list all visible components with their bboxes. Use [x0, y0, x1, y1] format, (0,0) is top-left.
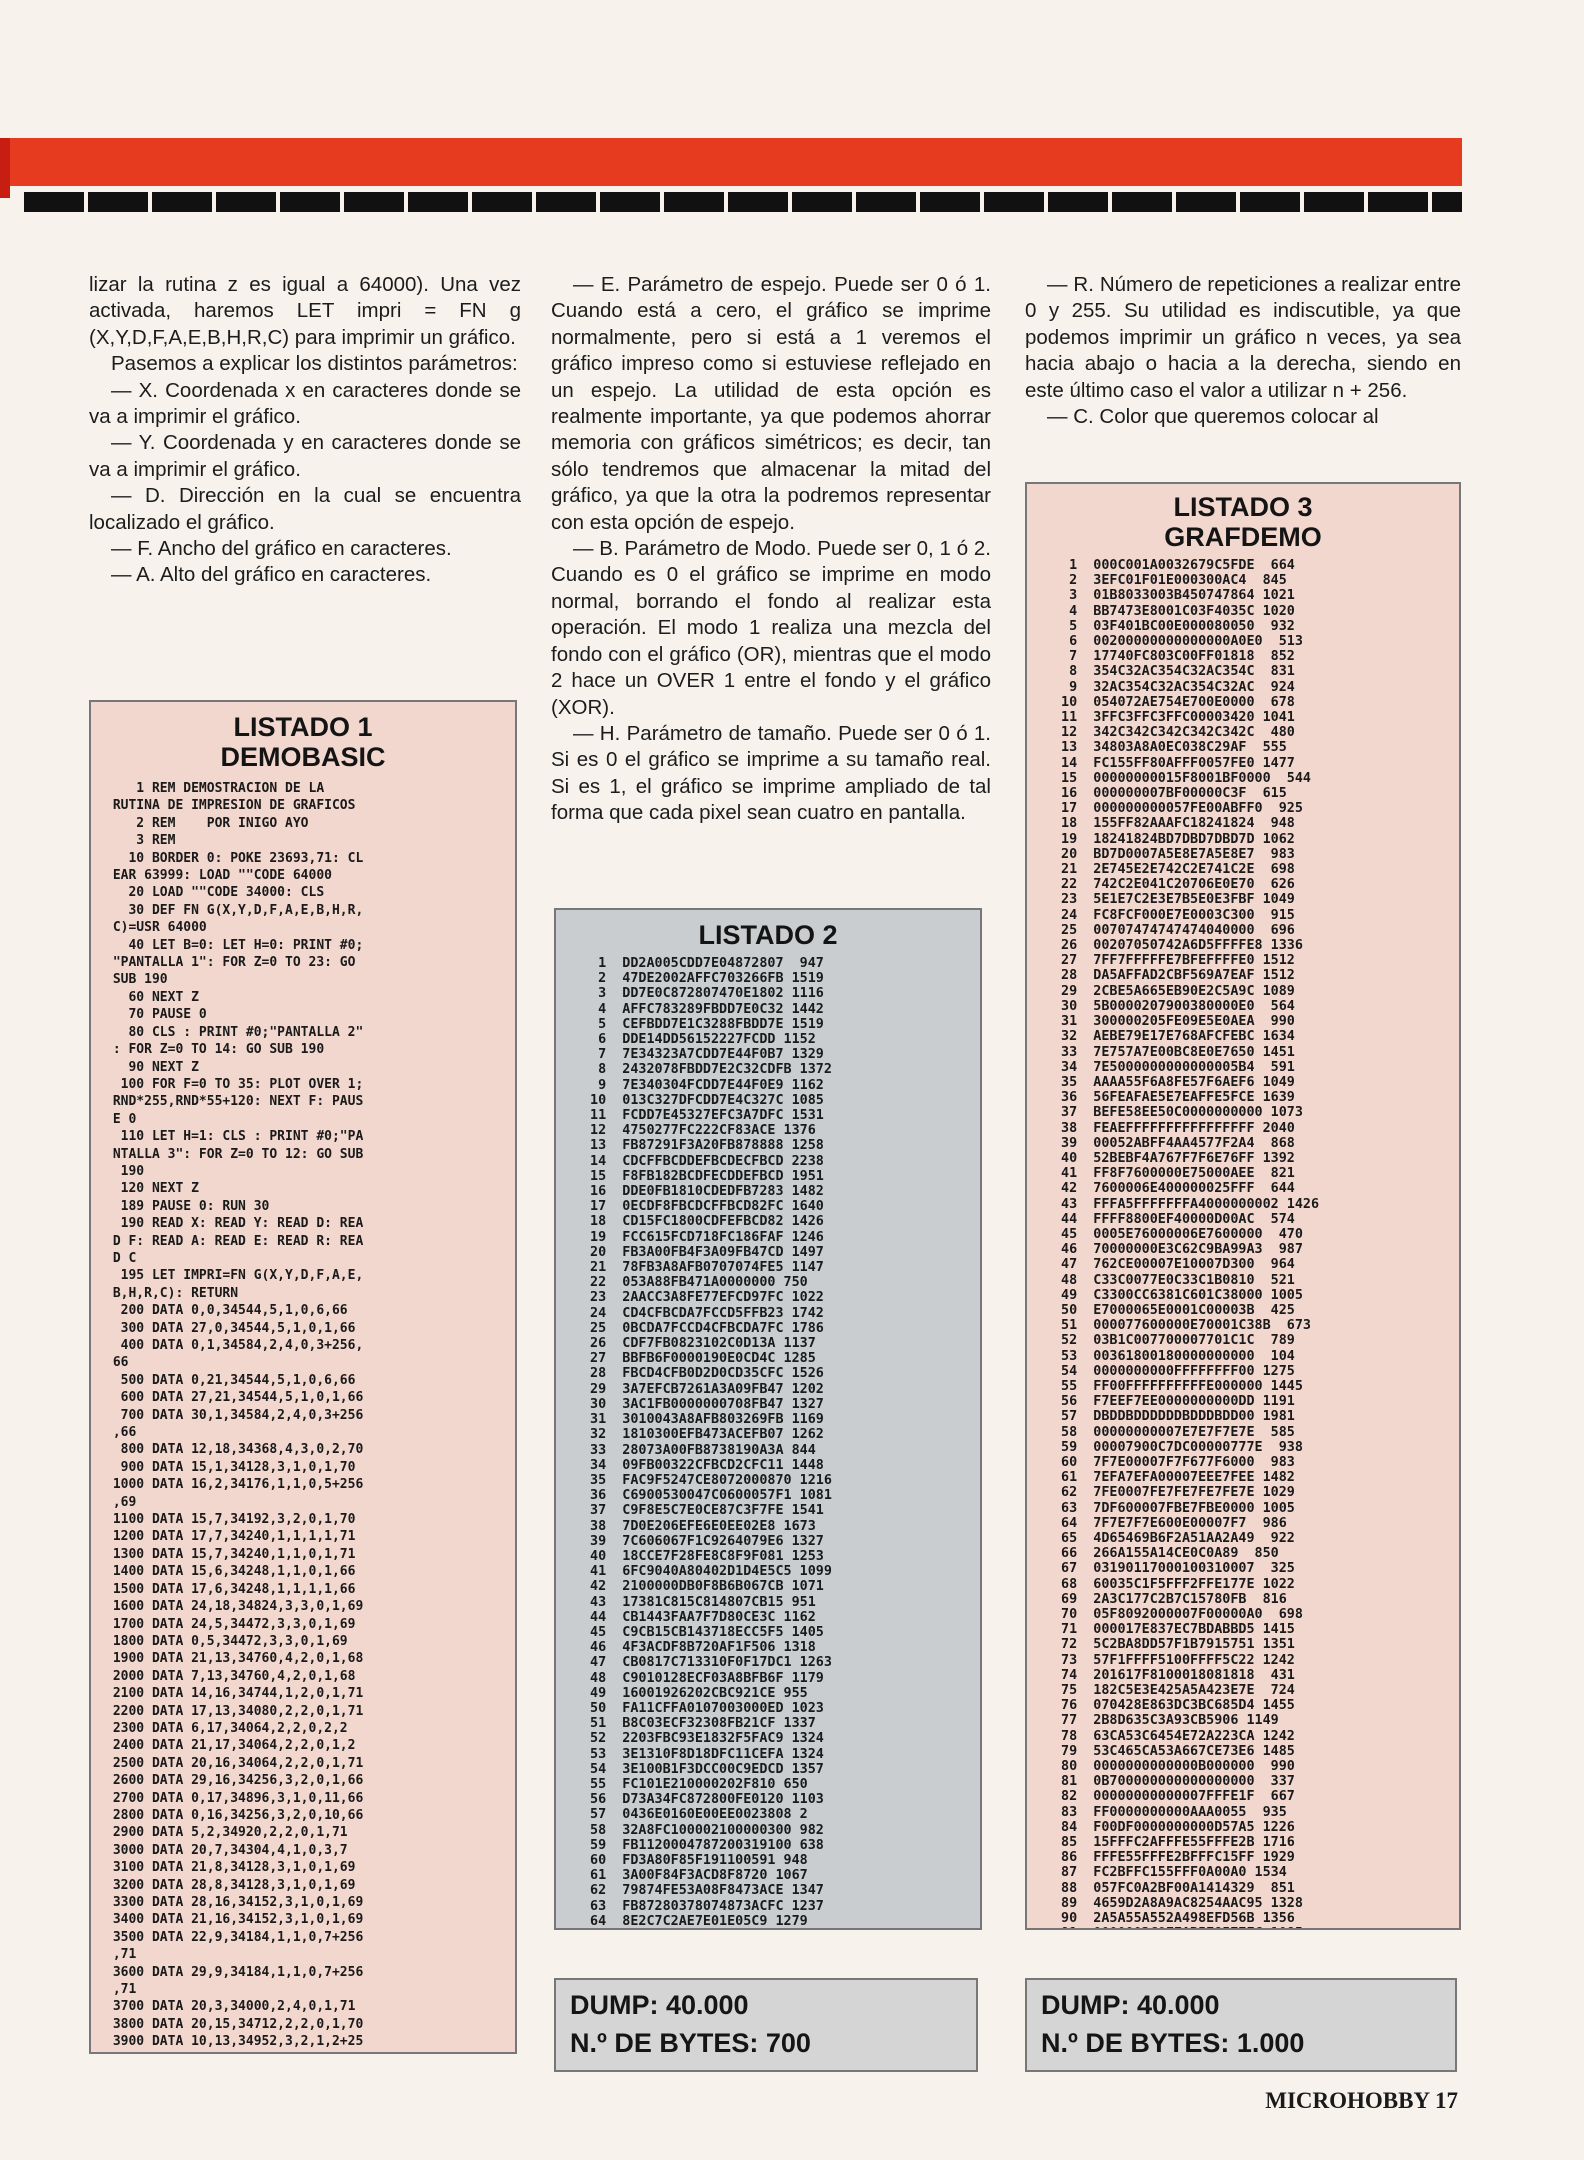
header-black-band	[24, 192, 1462, 212]
param-f: — F. Ancho del gráfico en caracteres.	[111, 537, 452, 561]
article-column-1	[89, 272, 521, 589]
param-a: — A. Alto del gráfico en caracteres.	[111, 563, 432, 587]
page-footer: MICROHOBBY 17	[1265, 2088, 1458, 2113]
param-x: — X. Coordenada x en caracteres donde se va a imprimir el gráfico.	[89, 378, 521, 429]
header-red-band-edge	[0, 138, 10, 198]
dump-box-2	[554, 1978, 978, 2072]
listado-3-subtitle: GRAFDEMO	[1164, 522, 1322, 552]
listado-1-subtitle: DEMOBASIC	[220, 742, 386, 772]
listado-3-box	[1025, 482, 1461, 1930]
param-b: — B. Parámetro de Modo. Puede ser 0, 1 ó 2. Cuando es 0 el gráfico se imprime en modo normal, borrando el fondo al realizar esta operación. El modo 1 realiza una mezcla del fondo con el gráfico (OR), mientras que el modo 2 hace un OVER 1 entre el fondo y el gráfico (XOR).	[551, 537, 991, 719]
dump-2-label: DUMP: 40.000	[570, 1990, 749, 2020]
listado-3-title: LISTADO 3	[1173, 492, 1313, 522]
param-y: — Y. Coordenada y en caracteres donde se va a imprimir el gráfico.	[89, 431, 521, 481]
dump-3-label: DUMP: 40.000	[1041, 1990, 1220, 2020]
article-column-2	[551, 272, 991, 827]
param-c: — C. Color que queremos colocar al	[1047, 405, 1379, 429]
listado-2-title: LISTADO 2	[698, 920, 838, 950]
listado-2-box	[554, 908, 982, 1930]
param-h: — H. Parámetro de tamaño. Puede ser 0 ó 1. Si es 0 el gráfico se imprime a su tamaño real. Si es 1, el gráfico se imprime ampliado de tal forma que cada pixel sean cuatro en pantalla.	[551, 721, 991, 825]
article-column-3	[1025, 272, 1461, 430]
paragraph: Pasemos a explicar los distintos parámetros:	[111, 352, 518, 376]
dump-box-3	[1025, 1978, 1457, 2072]
param-e: — E. Parámetro de espejo. Puede ser 0 ó 1. Cuando está a cero, el gráfico se imprime normalmente, pero si está a 1 veremos el gráfico impreso como si estuviese reflejado en un espejo. La utilidad de esta opción es realmente importante, ya que podemos ahorrar memoria con gráficos simétricos; es decir, tan sólo tendremos que almacenar la mitad del gráfico, ya que la otra la podremos representar con esta opción de espejo.	[551, 273, 991, 534]
paragraph: lizar la rutina z es igual a 64000). Una vez activada, haremos LET impri = FN g (X,Y,D,F,A,E,B,H,R,C) para imprimir un gráfico.	[89, 273, 521, 349]
listado-2-code: 1 DD2A005CDD7E04872807 947 2 47DE2002AFFC703266FB 1519 3 DD7E0C872807470E1802 1116 4 AFFC783289FBDD7E0C32 1442 5 CEFBDD7E1C3288FBDD7E 1519 6 DDE14DD56152227FCDD 1152 7 7E34323A7CDD7E44F0B7 1329 8 2432078FBDD7E2C32CDFB 1372 9 7E340304FCDD7E44F0E9 1162 10 013C327DFCDD7E4C327C 1085 11 FCDD7E45327EFC3A7DFC 1531 12 4750277FC222CF83ACE 1376 13 FB87291F3A20FB878888 1258 14 CDCFFBCDDEFBCDECFBCD 2238 15 F8FB182BCDFECDDEFBCD 1951 16 DDE0FB1810CDEDFB7283 1482 17 0ECDF8FBCDCFFBCD82FC 1640 18 CD15FC1800CDFEFBCD82 1426 19 FCC615FCD718FC186FAF 1246 20 FB3A00FB4F3A09FB47CD 1497 21 78FB3A8AFB0707074FE5 1147 22 053A88FB471A0000000 750 23 2AACC3A8FE77EFCD97FC 1022 24 CD4CFBCDA7FCCD5FFB23 1742 25 0BCDA7FCCD4CFBCDA7FC 1786 26 CDF7FB0823102C0D13A 1137 27 BBFB6F0000190E0CD4C 1285 28 FBCD4CFB0D2D0CD35CFC 1526 29 3A7EFCB7261A3A09FB47 1202 30 3AC1FB0000000708FB47 1327 31 3010043A8AFB803269FB 1169 32 1810300EFB473ACEFB07 1262 33 28073A00FB8738190A3A 844 34 09FB00322CFBCD2CFC11 1448 35 FAC9F5247CE8072000870 1216 36 C6900530047C0600057F1 1081 37 C9F8E5C7E0CE87C3F7FE 1541 38 7D0E206EFE6E0EE02E8 1673 39 7C606067F1C9264079E6 1327 40 18CCE7F28FE8C8F9F081 1253 41 6FC9040A80402D1D4E5C5 1099 42 2100000DB0F8B6B067CB 1071 43 17381C815C814807CB15 951 44 CB1443FAA7F7D80CE3C 1162 45 C9CB15CB143718ECC5F5 1405 46 4F3ACDF8B720AF1F506 1318 47 CB0817C713310F0F17DC1 1263 48 C9010128ECF03A8BFB6F 1179 49 16001926202CBC921CE 955 50 FA11CFFA0107003000ED 1023 51 B8C03ECF32308FB21CF 1337 52 2203FBC93E1832F5FAC9 1324 53 3E1310F8D18DFC11CEFA 1324 54 3E100B1F3DCC00C9EDCD 1357 55 FC101E210000202F810 650 56 D73A34FC872800FE0120 1103 57 0436E0160E00EE0023808 2 58 32A8FC100002100000300 982 59 FB1120004787200319100 638 60 FD3A80F85F191100591 948 61 3A00F84F3ACD8F8720 1067 62 79874FE53A08F8473ACE 1347 63 FB87280378074873ACFC 1237 64 8E2C7C2AE7E01E05C9 1279	[590, 956, 832, 1929]
param-r: — R. Número de repeticiones a realizar entre 0 y 255. Su utilidad es indiscutible, ya que podemos imprimir un gráfico n veces, ya sea hacia abajo o hacia a la derecha, siendo en este último caso el valor a utilizar n + 256.	[1025, 273, 1461, 402]
listado-3-code: 1 000C001A0032679C5FDE 664 2 3EFC01F01E000300AC4 845 3 01B8033003B450747864 1021 4 BB7473E8001C03F4035C 1020 5 03F401BC00E000080050 932 6 00200000000000000A0E0 513 7 17740FC803C00FF01818 852 8 354C32AC354C32AC354C 831 9 32AC354C32AC354C32AC 924 10 054072AE754E700E0000 678 11 3FFC3FFC3FFC00003420 1041 12 342C342C342C342C342C 480 13 34803A8A0EC038C29AF 555 14 FC155FF80AFFF0057FE0 1477 15 00000000015F8001BF0000 544 16 000000007BF00000C3F 615 17 000000000057FE00ABFF0 925 18 155FF82AAAFC18241824 948 19 18241824BD7DBD7DBD7D 1062 20 BD7D0007A5E8E7A5E8E7 983 21 2E745E2E742C2E741C2E 698 22 742C2E041C20706E0E70 626 23 5E1E7C2E3E7B5E0E3FBF 1049 24 FC8FCF000E7E0003C300 915 25 00707474747474040000 696 26 00207050742A6D5FFFFE8 1336 27 7FF7FFFFFE7BFEFFFFE0 1512 28 DA5AFFAD2CBF569A7EAF 1512 29 2CBE5A665EB90E2C5A9C 1089 30 5B0000207900380000E0 564 31 300000205FE09E5E0AEA 990 32 AEBE79E17E768AFCFEBC 1634 33 7E757A7E00BC8E0E7650 1451 34 7E5000000000000005B4 591 35 AAAA55F6A8FE57F6AEF6 1049 36 56FEAFAE5E7EAFFE5FCE 1639 37 BEFE58EE50C0000000000 1073 38 FEAEFFFFFFFFFFFFFFFF 2040 39 00052ABFF4AA4577F2A4 868 40 52BEBF4A767F7F6E76FF 1392 41 FF8F7600000E75000AEE 821 42 7600006E400000025FFF 644 43 FFFA5FFFFFFFA4000000002 1426 44 FFFF8800EF40000D00AC 574 45 0005E76000006E7600000 470 46 70000000E3C62C9BA99A3 987 47 762CE00007E10007D300 964 48 C33C0077E0C33C1B0810 521 49 C3300CC6381C601C38000 1005 50 E7000065E0001C00003B 425 51 000077600000E70001C38B 673 52 03B1C007700007701C1C 789 53 00361800180000000000 104 54 0000000000FFFFFFFF00 1275 55 FF00FFFFFFFFFFE000000 1445 56 F7EEF7EE0000000000DD 1191 57 DBDDBDDDDDDBDDDBDD00 1981 58 00000000007E7E7F7E7E 585 59 00007900C7DC00000777E 938 60 7F7E00007F7F677F6000 983 61 7EFA7EFA00007EEE7FEE 1482 62 7FE0007FE7FE7FE7FE7E 1029 63 7DF600007FBE7FBE0000 1005 64 7F7E7F7E600E00007F7 986 65 4D65469B6F2A51AA2A49 922 66 266A155A14CE0C0A89 850 67 03190117000100310007 325 68 60035C1F5FFF2FFE177E 1022 69 2A3C177C2B7C15780FB 816 70 05F8092000007F00000A0 698 71 000017E837EC7BDABBD5 1415 72 5C2BA8DD57F1B7915751 1351 73 57F1FFFF5100FFFF5C22 1242 74 201617F8100018081818 431 75 182C5E3E425A5A423E7E 724 76 070428E863DC3BC685D4 1455 77 2B8D635C3A93CB5906 1149 78 63CA53C6454E72A223CA 1242 79 53C465CA53A667CE73E6 1485 80 0000000000000B000000 990 81 0B700000000000000000 337 82 00000000000007FFFE1F 667 83 FF0000000000AAA0055 935 84 F00DF0000000000D57A5 1226 85 15FFFC2AFFFE55FFFE2B 1716 86 FFFE55FFFE2BFFFC15FF 1929 87 FC2BFFC155FFF0A00A0 1534 88 057FC0A2BF00A1414329 851 89 4659D2A8A9AC8254AAC95 1328 90 2A5A55A552A498EFD56B 1356	[1061, 558, 1320, 1927]
param-d: — D. Dirección en la cual se encuentra localizado el gráfico.	[89, 484, 521, 534]
header-red-band	[0, 138, 1462, 186]
dump-3-bytes: N.º DE BYTES: 1.000	[1041, 2028, 1305, 2058]
dump-2-bytes: N.º DE BYTES: 700	[570, 2028, 811, 2058]
listado-1-code: 1 REM DEMOSTRACION DE LA RUTINA DE IMPRESION DE GRAFICOS 2 REM POR INIGO AYO 3 REM 10 BORDER 0: POKE 23693,71: CL EAR 63999: LOAD ""CODE 64000 20 LOAD ""CODE 34000: CLS 30 DEF FN G(X,Y,D,F,A,E,B,H,R, C)=USR 64000 40 LET B=0: LET H=0: PRINT #0; "PANTALLA 1": FOR Z=0 TO 23: GO SUB 190 60 NEXT Z 70 PAUSE 0 80 CLS : PRINT #0;"PANTALLA 2" : FOR Z=0 TO 14: GO SUB 190 90 NEXT Z 100 FOR F=0 TO 35: PLOT OVER 1; RND*255,RND*55+120: NEXT F: PAUS E 0 110 LET H=1: CLS : PRINT #0;"PA NTALLA 3": FOR Z=0 TO 12: GO SUB 190 120 NEXT Z 189 PAUSE 0: RUN 30 190 READ X: READ Y: READ D: REA D F: READ A: READ E: READ R: REA D C 195 LET IMPRI=FN G(X,Y,D,F,A,E, B,H,R,C): RETURN 200 DATA 0,0,34544,5,1,0,6,66 300 DATA 27,0,34544,5,1,0,1,66 400 DATA 0,1,34584,2,4,0,3+256, 66 500 DATA 0,21,34544,5,1,0,6,66 600 DATA 27,21,34544,5,1,0,1,66 700 DATA 30,1,34584,2,4,0,3+256 ,66 800 DATA 12,18,34368,4,3,0,2,70 900 DATA 15,1,34128,3,1,0,1,70 1000 DATA 16,2,34176,1,1,0,5+256 ,69 1100 DATA 15,7,34192,3,2,0,1,70 1200 DATA 17,7,34240,1,1,1,1,71 1300 DATA 15,7,34240,1,1,0,1,71 1400 DATA 15,6,34248,1,1,0,1,66 1500 DATA 17,6,34248,1,1,1,1,66 1600 DATA 24,18,34824,3,3,0,1,69 1700 DATA 24,5,34472,3,3,0,1,69 1800 DATA 0,5,34472,3,3,0,1,69 1900 DATA 21,13,34760,4,2,0,1,68 2000 DATA 7,13,34760,4,2,0,1,68 2100 DATA 14,16,34744,1,2,0,1,71 2200 DATA 17,13,34080,2,2,0,1,71 2300 DATA 6,17,34064,2,2,0,2,2 2400 DATA 21,17,34064,2,2,0,1,2 2500 DATA 20,16,34064,2,2,0,1,71 2600 DATA 29,16,34256,3,2,0,1,66 2700 DATA 0,17,34896,3,1,0,11,66 2800 DATA 0,16,34256,3,2,0,10,66 2900 DATA 5,2,34920,2,2,0,1,71 3000 DATA 20,7,34304,4,1,0,3,7 3100 DATA 21,8,34128,3,1,0,1,69 3200 DATA 28,8,34128,3,1,0,1,69 3300 DATA 28,16,34152,3,1,0,1,69 3400 DATA 21,16,34152,3,1,0,1,69 3500 DATA 22,9,34184,1,1,0,7+256 ,71 3600 DATA 29,9,34184,1,1,0,7+256 ,71 3700 DATA 20,3,34000,2,4,0,1,71 3800 DATA 20,15,34712,2,2,0,1,70 3900 DATA 10,13,34952,3,2,1,2+25	[112, 781, 364, 2050]
listado-1-box	[89, 700, 517, 2054]
listado-1-title: LISTADO 1	[233, 712, 373, 742]
